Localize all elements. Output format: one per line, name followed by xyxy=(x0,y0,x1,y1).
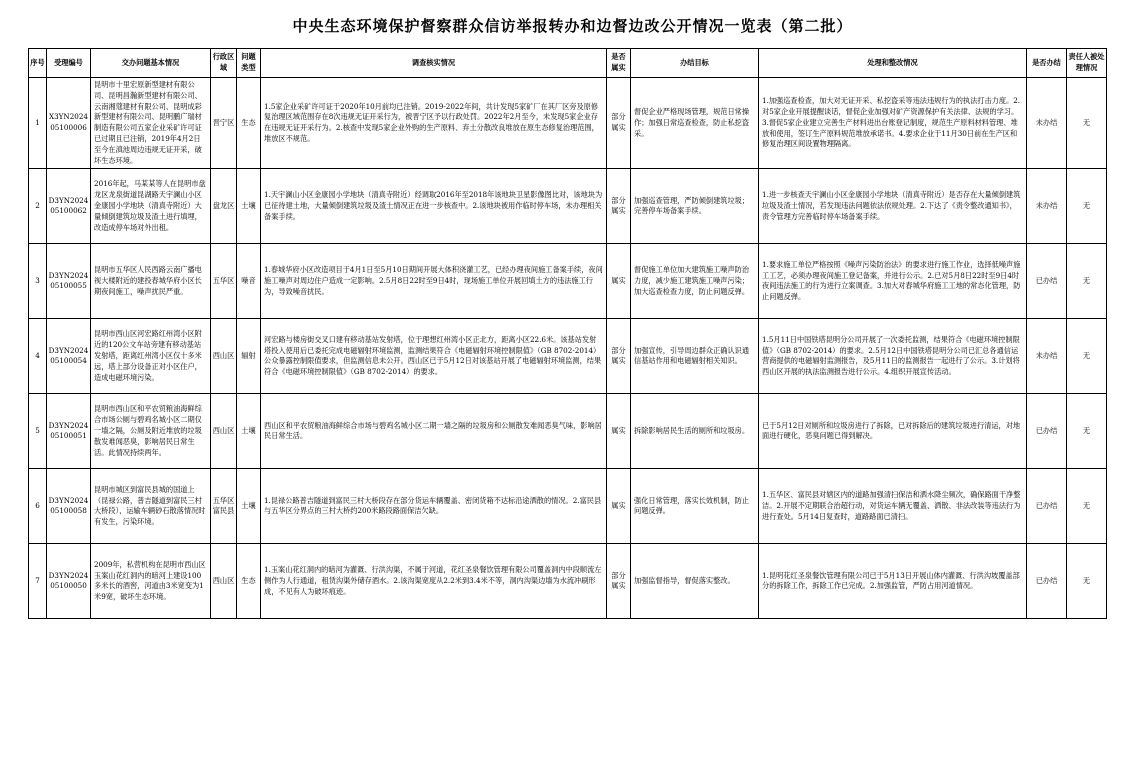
table-row xyxy=(29,244,1107,319)
cell-id: D3YN2024 05100054 xyxy=(47,319,91,394)
cell-handling: 1.进一步核查天宇澜山小区金康园小学地块（清真寺附近）是否存在大量倾倒建筑垃圾及渣土情况，若发现违法问题依法依规处理。2.下达了《责令整改通知书》，责令管理方完善临时停车场备案手续。 xyxy=(759,169,1027,244)
cell-type: 生态 xyxy=(237,544,261,619)
cell-handling: 1.昆明花红圣泉餐饮管理有限公司已于5月13日开展山体内灌溉、行洪沟坡覆盖部分的拆除工作，拆除工作已完成。2.加强监管，严防占用河道情况。 xyxy=(759,544,1027,619)
header-no: 序号 xyxy=(29,49,47,78)
cell-closed: 未办结 xyxy=(1027,78,1067,169)
cell-type: 生态 xyxy=(237,78,261,169)
cell-investigation: 1.春城华府小区改造项目于4月1日至5月10日期间开展大体积浇灌工艺，已经办理夜间施工备案手续，夜间施工噪声对周边住户造成一定影响。2.5月8日22时至9日4时，现场施工单位开展回填土方的违法施工行为，导致噪音扰民。 xyxy=(261,244,607,319)
cell-issue: 2016年起，马某某等人在昆明市盘龙区龙泉街道昆湖路天宇澜山小区金康园小学地块（清真寺附近）大量倾倒建筑垃圾及渣土进行填埋，改造成停车场对外出租。 xyxy=(91,169,211,244)
cell-goal: 督促施工单位加大建筑施工噪声防治力度，减少施工建筑施工噪声污染；加大巡查检查力度，防止问题反弹。 xyxy=(631,244,759,319)
cell-closed: 未办结 xyxy=(1027,169,1067,244)
cell-id: D3YN2024 05100050 xyxy=(47,544,91,619)
table-header-row xyxy=(29,49,1107,78)
cell-id: D3YN2024 05100058 xyxy=(47,469,91,544)
cell-handling: 1.要求施工单位严格按照《噪声污染防治法》的要求进行施工作业，选择低噪声施工工艺，必须办理夜间施工登记备案，并进行公示。2.已对5月8日22时至9日4时夜间违法施工的行为进行立案调查。3.加大对春城华府施工工地的常态化管理，防止问题反弹。 xyxy=(759,244,1027,319)
cell-handling: 1.加强巡查检查，加大对无证开采、私挖盗采等违法违规行为的执法打击力度。2.对5家企业开展提醒谈话，督促企业加强对矿产资源保护有关法律、法规的学习。3.督促5家企业建立完善生产材料进出台账登记制度，规范生产原料材料管理、堆放和使用，签订生产原料规范堆放承诺书。4.要求企业于11月30日前在生产区和修复治理区间设置物理隔离。 xyxy=(759,78,1027,169)
cell-handling: 1.五华区、富民县对辖区内的道路加强清扫保洁和洒水降尘频次，确保路面干净整洁。2.开展不定期联合治超行动，对货运车辆无覆盖、洒散、非法改装等违法行为进行查处。5月14日复查时，道路路面已清扫。 xyxy=(759,469,1027,544)
cell-no: 6 xyxy=(29,469,47,544)
header-type: 问题类型 xyxy=(237,49,261,78)
cell-region: 晋宁区 xyxy=(211,78,237,169)
header-verified: 是否属实 xyxy=(607,49,631,78)
cell-handling: 1.5月11日中国铁塔昆明分公司开展了一次委托监测，结果符合《电磁环境控制限值》（GB 8702-2014）的要求。2.5月12日中国铁塔昆明分公司已汇总各通信运营商提供的电磁辐射监测报告，及5月11日的监测报告一起进行了公示。3.计划将西山区开展的执法监测报告进行公示。4.组织开展宣传活动。 xyxy=(759,319,1027,394)
cell-investigation: 西山区和平农贸粮油海鲜综合市场与碧鸡名城小区二期一墙之隔的垃圾房和公厕散发难闻恶臭气味，影响居民日常生活。 xyxy=(261,394,607,469)
cell-issue: 昆明市城区到富民县城的国道上（昆禄公路，普吉隧道到富民三村大桥段），运输车辆砂石散落情况时有发生，污染环境。 xyxy=(91,469,211,544)
cell-punished: 无 xyxy=(1067,244,1107,319)
table-row xyxy=(29,169,1107,244)
cell-goal: 拆除影响居民生活的厕所和垃圾房。 xyxy=(631,394,759,469)
cell-id: D3YN2024 05100062 xyxy=(47,169,91,244)
cell-handling: 已于5月12日对厕所和垃圾房进行了拆除，已对拆除后的建筑垃圾进行清运，对地面进行硬化，恶臭问题已得到解决。 xyxy=(759,394,1027,469)
cell-investigation: 1.玉案山花红洞内的暗河为灌溉、行洪沟渠，不属于河道，花红圣泉餐饮管理有限公司覆盖洞内中段顺流左侧作为人行通道，租赁沟渠外储存酒水。2.该沟渠宽度从2.2米到3.4米不等，洞内沟渠边墙为水流冲刷形成，不见有人为破坏痕迹。 xyxy=(261,544,607,619)
cell-region: 盘龙区 xyxy=(211,169,237,244)
cell-issue: 昆明市西山区和平农贸粮油海鲜综合市场公厕与碧鸡名城小区二期仅一墙之隔，公厕及附近堆放的垃圾散发难闻恶臭，影响居民日常生活。此情况持续两年。 xyxy=(91,394,211,469)
cell-verified: 属实 xyxy=(607,244,631,319)
cell-goal: 强化日常管理，落实长效机制，防止问题反弹。 xyxy=(631,469,759,544)
header-investigation: 调查核实情况 xyxy=(261,49,607,78)
header-handling: 处理和整改情况 xyxy=(759,49,1027,78)
cell-closed: 已办结 xyxy=(1027,544,1067,619)
cell-no: 3 xyxy=(29,244,47,319)
header-id: 受理编号 xyxy=(47,49,91,78)
header-issue: 交办问题基本情况 xyxy=(91,49,211,78)
cell-region: 西山区 xyxy=(211,319,237,394)
cell-verified: 部分属实 xyxy=(607,169,631,244)
cell-region: 五华区富民县 xyxy=(211,469,237,544)
cell-no: 7 xyxy=(29,544,47,619)
cell-id: X3YN2024 05100006 xyxy=(47,78,91,169)
cell-id: D3YN2024 05100051 xyxy=(47,394,91,469)
cell-type: 土壤 xyxy=(237,169,261,244)
cell-investigation: 1.天宇澜山小区金康园小学地块（清真寺附近）经调取2016年至2018年该地块卫星影像图比对，该地块为已征待建土地，大量倾倒建筑垃圾及渣土情况正在进一步核查中。2.该地块被用作临时停车场，未办理相关备案手续。 xyxy=(261,169,607,244)
cell-punished: 无 xyxy=(1067,78,1107,169)
cell-punished: 无 xyxy=(1067,544,1107,619)
cell-closed: 已办结 xyxy=(1027,244,1067,319)
cell-issue: 2009年，私营机构在昆明市西山区玉案山花红洞内的暗河上建设100多米长的酒窖，河道由3米宽变为1米9宽，破坏生态环境。 xyxy=(91,544,211,619)
cell-investigation: 河宏路与楼房街交叉口建有移动基站发射塔，位于理想红州湾小区正北方，距离小区22.6米。该基站发射塔投入使用后已委托完成电磁辐射环境监测，监测结果符合《电磁辐射环境控制限值》（GB 8702-2014）公众暴露控制限值要求，但监测信息未公开。西山区已于5月12日对该基站开展了电磁辐射环境监测，结果符合《电磁环境控制限值》（GB 8702-2014）的要求。 xyxy=(261,319,607,394)
cell-issue: 昆明市十里宏原新型建材有限公司、昆明昌瀚新型建材有限公司、云南湘蔻建材有限公司、昆明成彩新型建材有限公司、昆明鹏广瑞材制造有限公司五家企业采矿许可证已过期且已注销，2019年4月2日至今在滇池周边违规无证开采，破坏生态环境。 xyxy=(91,78,211,169)
cell-goal: 督促企业严格现场管理，规范日常操作；加强日常巡查检查，防止私挖盗采。 xyxy=(631,78,759,169)
cell-verified: 部分属实 xyxy=(607,544,631,619)
cell-goal: 加强监督指导，督促落实整改。 xyxy=(631,544,759,619)
table-row xyxy=(29,394,1107,469)
cell-region: 西山区 xyxy=(211,544,237,619)
cell-type: 土壤 xyxy=(237,394,261,469)
cell-verified: 部分属实 xyxy=(607,78,631,169)
table-row xyxy=(29,78,1107,169)
table-row xyxy=(29,469,1107,544)
cell-issue: 昆明市西山区河宏路红州湾小区附近的120公文车站旁建有移动基站发射塔，距离红州湾小区仅十多米远，塔上部分设备正对小区住户，造成电磁环境污染。 xyxy=(91,319,211,394)
page-title: 中央生态环境保护督察群众信访举报转办和边督边改公开情况一览表（第二批） xyxy=(292,17,853,35)
cell-type: 噪音 xyxy=(237,244,261,319)
cell-closed: 已办结 xyxy=(1027,394,1067,469)
cell-punished: 无 xyxy=(1067,394,1107,469)
cell-no: 5 xyxy=(29,394,47,469)
header-goal: 办结目标 xyxy=(631,49,759,78)
cell-verified: 属实 xyxy=(607,469,631,544)
cell-region: 五华区 xyxy=(211,244,237,319)
cell-region: 西山区 xyxy=(211,394,237,469)
header-punished: 责任人被处理情况 xyxy=(1067,49,1107,78)
cell-no: 4 xyxy=(29,319,47,394)
table-row xyxy=(29,319,1107,394)
cell-closed: 已办结 xyxy=(1027,469,1067,544)
cell-issue: 昆明市五华区人民西路云南广播电视大楼附近的建投春城华府小区长期夜间施工，噪声扰民严重。 xyxy=(91,244,211,319)
cell-verified: 部分属实 xyxy=(607,319,631,394)
cell-punished: 无 xyxy=(1067,469,1107,544)
cell-investigation: 1.昆禄公路普吉隧道到富民三村大桥段存在部分货运车辆覆盖、密闭货箱不达标沿途洒散的情况。2.富民县与五华区分界点的三村大桥约200米路段路面保洁欠缺。 xyxy=(261,469,607,544)
header-region: 行政区域 xyxy=(211,49,237,78)
cell-verified: 属实 xyxy=(607,394,631,469)
cell-id: D3YN2024 05100055 xyxy=(47,244,91,319)
header-closed: 是否办结 xyxy=(1027,49,1067,78)
table-row xyxy=(29,544,1107,619)
report-table xyxy=(28,48,1107,619)
cell-goal: 加强宣传，引导周边群众正确认识通信基站作用和电磁辐射相关知识。 xyxy=(631,319,759,394)
cell-goal: 加强巡查管理，严防倾倒建筑垃圾；完善停车场备案手续。 xyxy=(631,169,759,244)
cell-punished: 无 xyxy=(1067,169,1107,244)
cell-no: 1 xyxy=(29,78,47,169)
cell-punished: 无 xyxy=(1067,319,1107,394)
cell-investigation: 1.5家企业采矿许可证于2020年10月前均已注销。2019-2022年间，共计发现5家矿厂在其厂区旁及原修复治理区域范围存在8次违规无证开采行为，被晋宁区予以行政处罚。2022年2月至今，未发现5家企业存在违规无证开采行为。2.核查中发现5家企业外购的生产原料、弃土分散改良堆放在原生态修复治理范围，堆放区不规范。 xyxy=(261,78,607,169)
cell-no: 2 xyxy=(29,169,47,244)
cell-closed: 未办结 xyxy=(1027,319,1067,394)
cell-type: 辐射 xyxy=(237,319,261,394)
cell-type: 土壤 xyxy=(237,469,261,544)
